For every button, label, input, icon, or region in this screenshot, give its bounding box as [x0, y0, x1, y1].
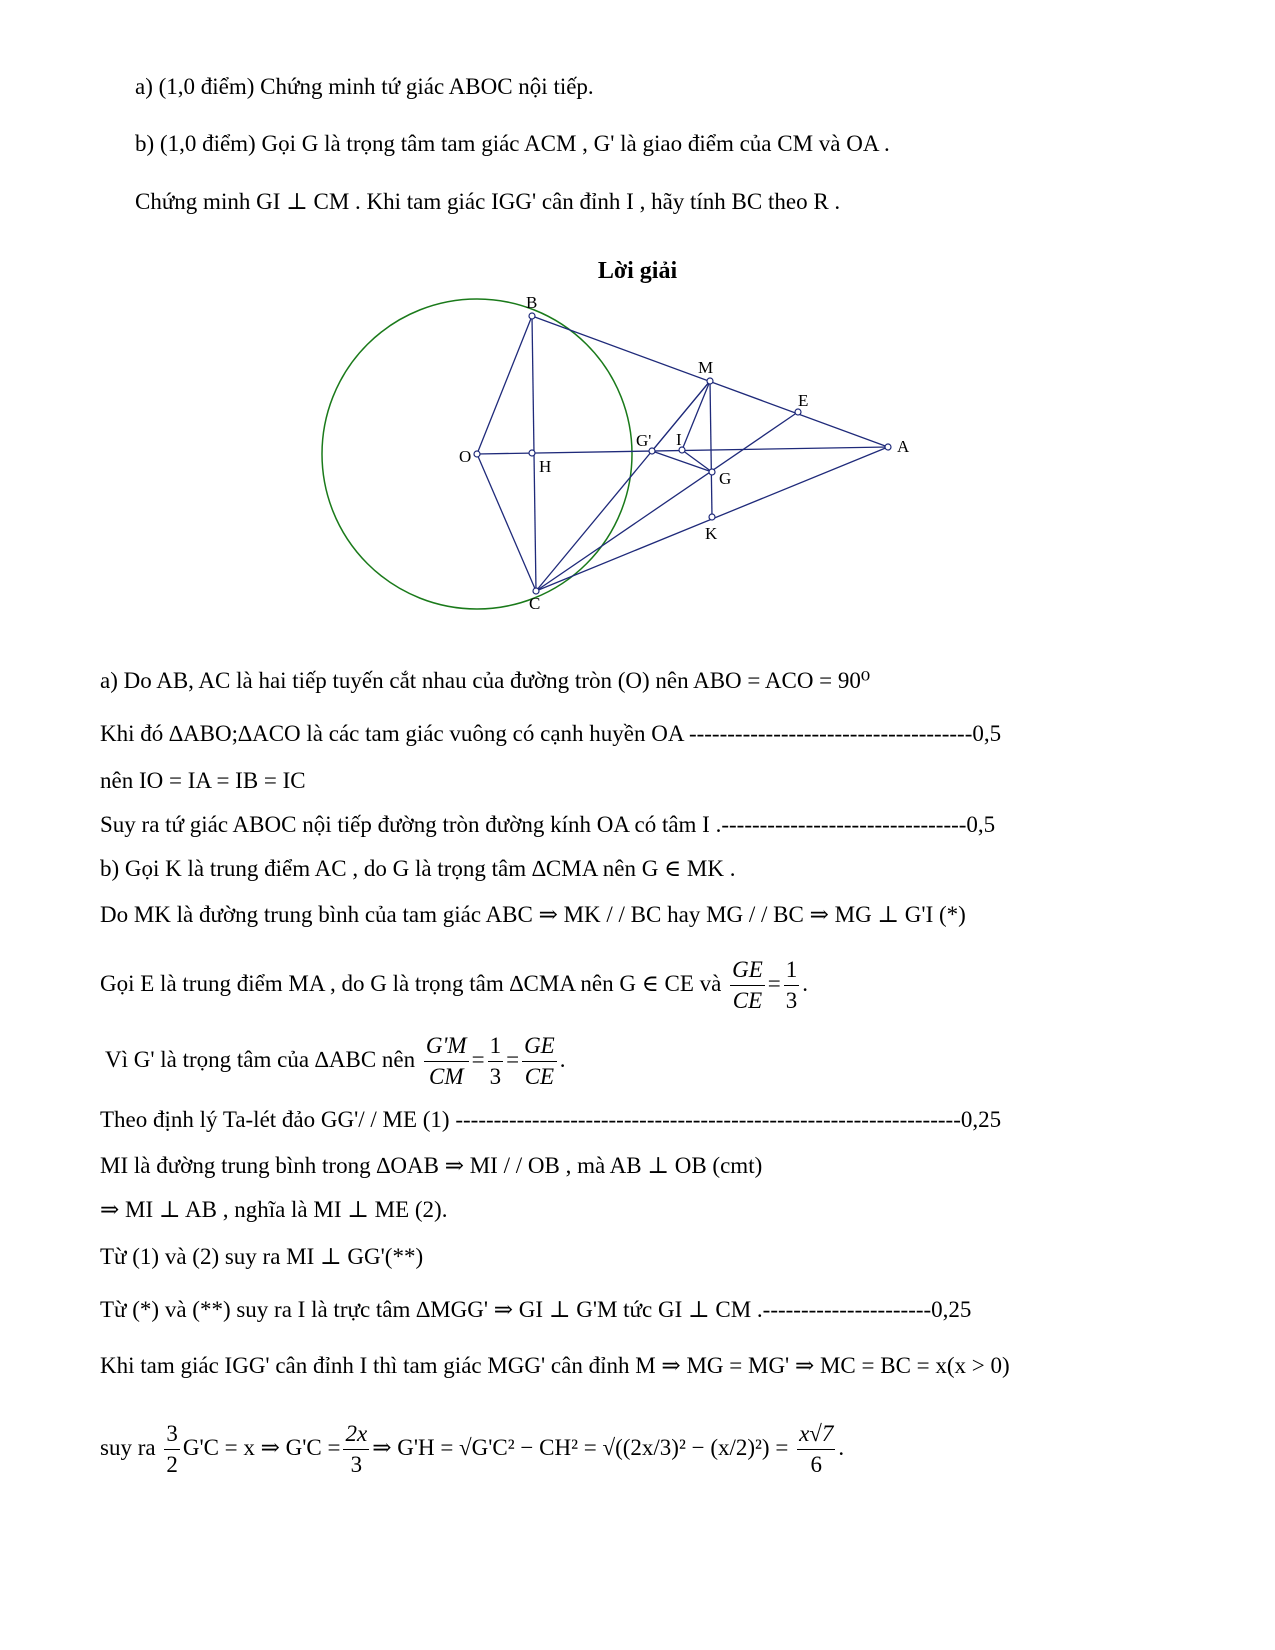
solution-line-7: Gọi E là trung điểm MA , do G là trọng tâm ∆CMA nên G ∈ CE và $\frac{GE}{CE}$ = $\frac{1}{3}$ . [100, 954, 808, 1016]
fraction-one-third-b: $\frac{1}{3}$ [489, 1033, 502, 1090]
solution-line-13: Từ (*) và (**) suy ra I là trực tâm ∆MGG' ⇒ GI ⊥ G'M tức GI ⊥ CM .----------------------0,25 [100, 1297, 972, 1322]
label-m: M [698, 358, 714, 377]
sqrt-expression: √((2x/3)² − (x/2)²) = [602, 1435, 789, 1460]
label-k: K [705, 524, 718, 543]
solution-line-6: Do MK là đường trung bình của tam giác ABC ⇒ MK / / BC hay MG / / BC ⇒ MG ⊥ G'I (*) [100, 902, 966, 927]
segment-ce [536, 412, 798, 591]
geometry-figure [0, 290, 1275, 650]
segment-mi [682, 381, 710, 450]
fraction-gm-cm: $\frac{G'M}{CM}$ [425, 1033, 467, 1090]
solution-line-8: Vì G' là trọng tâm của ∆ABC nên $\frac{G'M}{CM}$ = $\frac{1}{3}$ = $\frac{GE}{CE}$ . [105, 1030, 565, 1092]
solution-line-10: MI là đường trung bình trong ∆OAB ⇒ MI / / OB , mà AB ⊥ OB (cmt) [100, 1153, 763, 1178]
fraction-ge-ce: $\frac{GE}{CE}$ [732, 957, 763, 1014]
solution-line-14: Khi tam giác IGG' cân đỉnh I thì tam giác MGG' cân đỉnh M ⇒ MG = MG' ⇒ MC = BC = x(x > 0) [100, 1353, 1010, 1378]
segment-gpg [652, 451, 712, 472]
solution-line-11: ⇒ MI ⊥ AB , nghĩa là MI ⊥ ME (2). [100, 1197, 448, 1222]
segment-mk [710, 381, 712, 517]
segment-oc [477, 454, 536, 591]
part-b-continued: Chứng minh GI ⊥ CM . Khi tam giác IGG' cân đỉnh I , hãy tính BC theo R . [135, 189, 841, 214]
fraction-x-root-seven: $\frac{x√7}{6}$ [799, 1421, 834, 1478]
label-i: I [676, 430, 682, 449]
solution-line-3: nên IO = IA = IB = IC [100, 768, 306, 793]
line-7-text: Gọi E là trung điểm MA , do G là trọng tâm ∆CMA nên G ∈ CE và [100, 971, 722, 996]
solution-line-1: a) Do AB, AC là hai tiếp tuyến cắt nhau của đường tròn (O) nên ABO = ACO = 90⁰ [100, 668, 871, 693]
segment-ig [682, 450, 712, 472]
fraction-two-x-third: $\frac{2x}{3}$ [345, 1421, 368, 1478]
part-a: a) (1,0 điểm) Chứng minh tứ giác ABOC nội tiếp. [135, 74, 594, 99]
solution-line-12: Từ (1) và (2) suy ra MI ⊥ GG'(**) [100, 1244, 424, 1269]
fraction-one-third: $\frac{1}{3}$ [785, 957, 798, 1014]
solution-line-15: suy ra $\frac{3}{2}$ G'C = x ⇒ G'C = $\frac{2x}{3}$ ⇒ G'H = √G'C² − CH² = √((2x/3)² − (x/2)²) = $\frac{x√7}{6}$ . [100, 1416, 844, 1480]
label-b: B [526, 293, 538, 312]
solution-line-5: b) Gọi K là trung điểm AC , do G là trọng tâm ∆CMA nên G ∈ MK . [100, 856, 736, 881]
solution-heading: Lời giải [597, 258, 678, 284]
part-b: b) (1,0 điểm) Gọi G là trọng tâm tam giác ACM , G' là giao điểm của CM và OA . [135, 131, 890, 156]
fraction-three-halves: $\frac{3}{2}$ [166, 1421, 178, 1478]
label-e: E [798, 391, 809, 410]
segment-ob [477, 316, 532, 454]
label-o: O [459, 447, 472, 466]
line-8-text: Vì G' là trọng tâm của ∆ABC nên [105, 1047, 416, 1072]
solution-line-2: Khi đó ∆ABO;∆ACO là các tam giác vuông có cạnh huyền OA -------------------------------------0,5 [100, 721, 1002, 746]
fraction-ge-ce-b: $\frac{GE}{CE}$ [524, 1033, 555, 1090]
solution-line-9: Theo định lý Ta-lét đảo GG'/ / ME (1) ------------------------------------------------------------------0,25 [100, 1107, 1002, 1132]
label-h: H [539, 457, 552, 476]
solution-line-4: Suy ra tứ giác ABOC nội tiếp đường tròn đường kính OA có tâm I .--------------------------------0,5 [100, 812, 996, 837]
label-g: G [719, 469, 732, 488]
label-a: A [897, 437, 910, 456]
label-gprime: G' [636, 431, 652, 450]
label-c: C [529, 594, 541, 613]
